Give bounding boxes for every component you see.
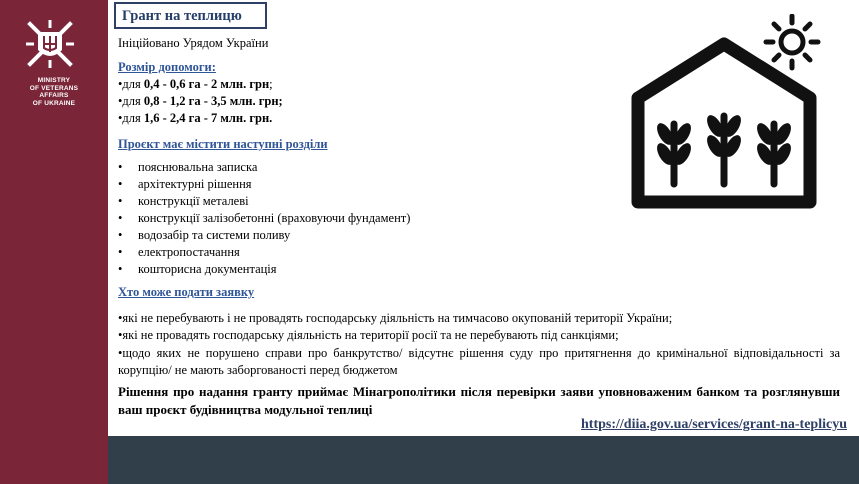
greenhouse-with-plants-icon [628, 14, 824, 210]
eligibility-item: •щодо яких не порушено справи про банкрутство/ відсутнє рішення суду про притягнення до кримінальної відповідальності за корупцію/ не мають заборгованості перед бюджетом [118, 346, 840, 377]
project-heading: Проєкт має містити наступні розділи [118, 137, 328, 151]
eligibility-item: •які не перебувають і не провадять господарську діяльність на тимчасово окупованій території України; [118, 311, 673, 325]
amount-row: •для 1,6 - 2,4 га - 7 млн. грн. [118, 111, 273, 125]
eligibility-heading: Хто може подати заявку [118, 285, 255, 299]
ministry-name: MINISTRY OF VETERANS AFFAIRS OF UKRAINE [29, 77, 79, 107]
sun-icon [766, 16, 818, 68]
diia-link[interactable]: https://diia.gov.ua/services/grant-na-teplicyu [581, 417, 847, 432]
ministry-logo-icon [24, 18, 76, 70]
amount-heading: Розмір допомоги: [118, 60, 216, 74]
decision-text: Рішення про надання гранту приймає Мінагрополітики після перевірки заяви уповноваженим банком та розглянувши ваш проєкт будівництва модульної теплиці [118, 384, 840, 417]
initiated-text: Ініційовано Урядом України [118, 36, 269, 50]
footer-band [108, 436, 859, 484]
eligibility-item: •які не провадять господарську діяльність на території росії та не перебувають під санкціями; [118, 328, 619, 342]
sidebar [0, 0, 108, 484]
amount-row: •для 0,8 - 1,2 га - 3,5 млн. грн; [118, 94, 283, 108]
amount-row: •для 0,4 - 0,6 га - 2 млн. грн; [118, 77, 273, 91]
page-title: Грант на теплицю [122, 8, 242, 24]
title-box [114, 2, 267, 29]
